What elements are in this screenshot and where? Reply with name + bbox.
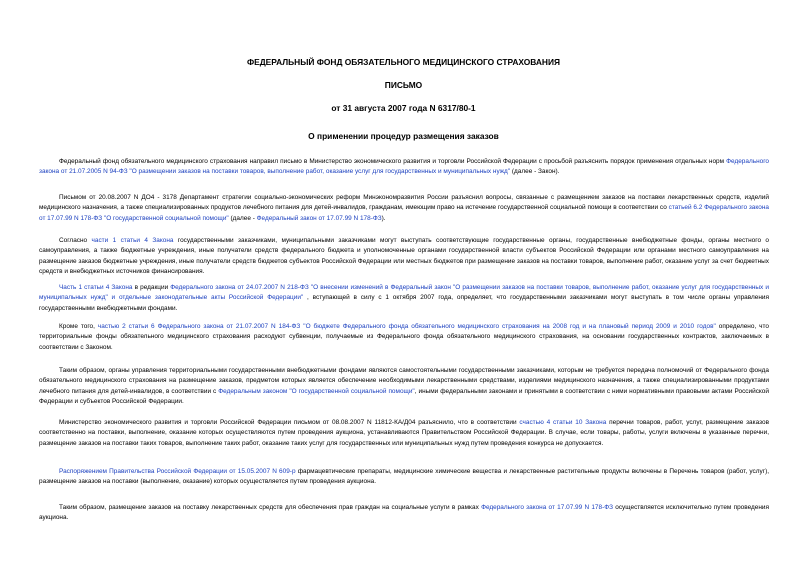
paragraph-text: осуществляется исключительно путем проведения аукциона. bbox=[39, 504, 769, 522]
law-178fz-link[interactable]: Федерального закона от 17.07.99 N 178-ФЗ bbox=[481, 504, 614, 511]
paragraph-text: , иными федеральными законами и принятыми в соответствии с ними нормативными правовыми актами Российской Федерации и субъектов Российской Федерации. bbox=[39, 387, 769, 405]
paragraph-text: , вступающей в силу с 1 октября 2007 года, определяет, что государственными заказчиками могут выступать в том числе органы управления государственными внебюджетными фондами. bbox=[39, 294, 769, 312]
paragraph-text: Министерство экономического развития и торговли Российской Федерации письмом от 08.08.2007 N 11812-КА/Д04 разъяснило, что в соответствии bbox=[59, 419, 520, 426]
article-6-2-link[interactable]: статьей 6.2 Федерального закона от 17.07.99 N 178-ФЗ "О государственной социальной помощи" bbox=[39, 204, 769, 222]
paragraph-4 bbox=[39, 283, 769, 314]
paragraph-text: перечни товаров, работ, услуг, размещение заказов соответственно на поставки, выполнение, оказание которых осуществляются путем проведения аукциона, устанавливаются Правительством Российской Федерации. В случае, если товары, работы, услуги включены в указанные перечни, размещение заказов на поставки таких товаров, выполнение таких работ, оказание таких услуг для государственных или муниципальных нужд путем проведения конкурса не допускается. bbox=[39, 419, 769, 447]
government-order-609r-link[interactable]: Распоряжением Правительства Российской Федерации от 15.05.2007 N 609-р bbox=[59, 468, 296, 475]
document-subject: О применении процедур размещения заказов bbox=[308, 131, 499, 141]
paragraph-text: Письмом от 20.08.2007 N ДО4 - 3178 Департамент стратегии социально-экономических реформ Минэкономразвития России разъяснил вопросы, связанные с размещением заказов на поставки лекарственных средств, изделий медицинского назначения, а также специализированных продуктов лечебного питания для детей-инвалидов, гражданам, имеющим право на истечение государственной социальной помощи в соответствии со bbox=[39, 194, 769, 212]
paragraph-text: Таким образом, размещение заказов на поставку лекарственных средств для обеспечения прав граждан на социальные услуги в рамках bbox=[59, 504, 482, 511]
law-178fz-link[interactable]: Федеральный закон от 17.07.99 N 178-ФЗ bbox=[256, 214, 382, 222]
paragraph-text: в редакции bbox=[132, 284, 171, 291]
law-218fz-link[interactable]: Федерального закона от 24.07.2007 N 218-ФЗ "О внесении изменений в Федеральный закон "О размещении заказов на поставки товаров, выполнение работ, оказание услуг для государственных и муниципальных нужд" и отдельные законодательные акты Российской Федерации" bbox=[39, 284, 769, 302]
paragraph-7 bbox=[39, 418, 769, 449]
paragraph-2 bbox=[39, 193, 769, 224]
paragraph-text: фармацевтические препараты, медицинские химические вещества и лекарственные растительные продукты включены в Перечень товаров (работ, услуг), размещение заказов на поставки (выполнение, оказание) которых осуществляется путем проведения аукциона. bbox=[39, 468, 770, 486]
paragraph-text: ). bbox=[381, 214, 386, 222]
paragraph-text: государственными заказчиками, муниципальными заказчиками могут выступать соответствующие государственные органы, государственные внебюджетные фонды, органы местного о самоуправления, а также бюджетные учреждения, иные получатели средств федерального бюджета и уполномоченные органами государственной власти субъектов Российской Федерации или органами местного самоуправления на размещение заказов бюджетные учреждения, иные получатели средств бюджетов субъектов Российской Федерации или местных бюджетов при размещение заказов на поставки товаров, выполнение работ, оказание услуг за счет бюджетных средств и внебюджетных источников финансирования. bbox=[39, 237, 769, 275]
law-94fz-link[interactable]: Федерального закона от 21.07.2005 N 94-ФЗ "О размещении заказов на поставки товаров, выполнение работ, оказание услуг для государственных и муниципальных нужд" bbox=[39, 158, 769, 176]
paragraph-text: Кроме того, bbox=[59, 323, 98, 330]
paragraph-1 bbox=[39, 157, 769, 178]
paragraph-text: (далее - bbox=[228, 214, 257, 222]
paragraph-text: Таким образом, органы управления территориальными государственными внебюджетными фондами являются самостоятельными государственными заказчиками, которым не требуется передача полномочий от Федерального фонда обязательного медицинского страхования на размещение заказов, предметом которых является обеспечение необходимыми лекарственными средствами, изделиями медицинского назначения, а также специализированными продуктами лечебного питания для детей-инвалидов, в соответствии с bbox=[39, 367, 769, 395]
social-assistance-law-link[interactable]: Федеральным законом "О государственной социальной помощи" bbox=[218, 387, 415, 395]
paragraph-6 bbox=[39, 366, 769, 407]
document-type: ПИСЬМО bbox=[384, 80, 423, 90]
article-10-part-4-link[interactable]: счастью 4 статьи 10 Закона bbox=[519, 419, 607, 426]
organization-title: ФЕДЕРАЛЬНЫЙ ФОНД ОБЯЗАТЕЛЬНОГО МЕДИЦИНСКОГО СТРАХОВАНИЯ bbox=[246, 57, 561, 67]
paragraph-text: (далее - Закон). bbox=[510, 168, 560, 176]
law-184fz-link[interactable]: частью 2 статьи 6 Федерального закона от 21.07.2007 N 184-ФЗ "О бюджете Федерального фонда обязательного медицинского страхования на 2008 год и на плановый период 2009 и 2010 годов" bbox=[97, 323, 716, 330]
paragraph-9 bbox=[39, 503, 769, 524]
article-4-part-1-link[interactable]: Часть 1 статьи 4 Закона bbox=[59, 284, 133, 291]
paragraph-8 bbox=[39, 467, 769, 488]
paragraph-text: определено, что территориальные фонды обязательного медицинского страхования расходуют субвенции, получаемые из Федерального фонда обязательного медицинского страхования, на основании государственных контрактов, заключаемых в соответствии с Законом. bbox=[39, 323, 769, 351]
article-4-part-1-link[interactable]: части 1 статьи 4 Закона bbox=[91, 237, 174, 244]
paragraph-text: Федеральный фонд обязательного медицинского страхования направил письмо в Министерство экономического развития и торговли Российской Федерации с просьбой разъяснить порядок применения отдельных норм bbox=[59, 158, 727, 165]
paragraph-text: Согласно bbox=[59, 237, 92, 244]
document-date-number: от 31 августа 2007 года N 6317/80-1 bbox=[331, 103, 476, 113]
paragraph-5 bbox=[39, 322, 769, 353]
paragraph-3 bbox=[39, 236, 769, 277]
